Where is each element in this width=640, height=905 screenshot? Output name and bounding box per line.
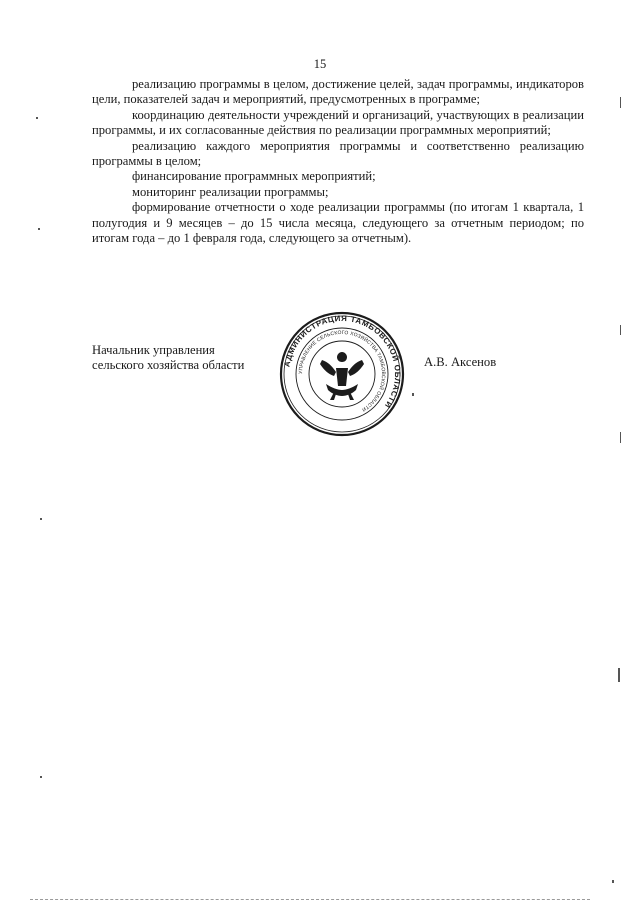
paragraph-1: реализацию программы в целом, достижение целей, задач программы, индикаторов цели, показателей задач и мероприятий, предусмотренных в программе;: [92, 77, 584, 107]
seal-outer-text: АДМИНИСТРАЦИЯ ТАМБОВСКОЙ ОБЛАСТИ: [282, 313, 403, 410]
scan-edge-line: [30, 899, 590, 900]
scan-speck: [36, 117, 38, 119]
body-text: [92, 77, 584, 246]
paragraph-3: реализацию каждого мероприятия программы и соответственно реализацию программы в целом;: [92, 138, 584, 169]
official-seal: [278, 310, 406, 438]
scan-speck: [40, 518, 42, 520]
scan-speck: [412, 393, 414, 396]
scan-speck: [620, 325, 621, 335]
paragraph-2: координацию деятельности учреждений и организаций, участвующих в реализации программы, и их согласованные действия по реализации программных мероприятий;: [92, 107, 584, 138]
eagle-emblem-icon: [320, 352, 364, 400]
seal-inner-text: УПРАВЛЕНИЕ СЕЛЬСКОГО ХОЗЯЙСТВА ТАМБОВСКОЙ ОБЛАСТИ: [297, 329, 387, 413]
paragraph-5: мониторинг реализации программы;: [132, 184, 329, 199]
scan-speck: [38, 228, 40, 230]
scan-speck: [620, 97, 621, 108]
scan-speck: [612, 880, 614, 883]
scan-speck: [618, 668, 620, 682]
signature-block: [92, 343, 292, 373]
signature-title-line-2: сельского хозяйства области: [92, 358, 245, 372]
paragraph-6: формирование отчетности о ходе реализации программы (по итогам 1 квартала, 1 полугодия и 9 месяцев – до 15 числа месяца, следующего за отчетным периодом; по итогам года – до 1 февраля года, следующего за отчетным).: [92, 200, 584, 246]
scan-speck: [620, 432, 621, 443]
scan-speck: [40, 776, 42, 778]
paragraph-4: финансирование программных мероприятий;: [132, 169, 376, 184]
page-number: 15: [313, 57, 327, 71]
signatory-name: А.В. Аксенов: [424, 355, 497, 369]
signature-title-line-1: Начальник управления: [92, 343, 215, 357]
